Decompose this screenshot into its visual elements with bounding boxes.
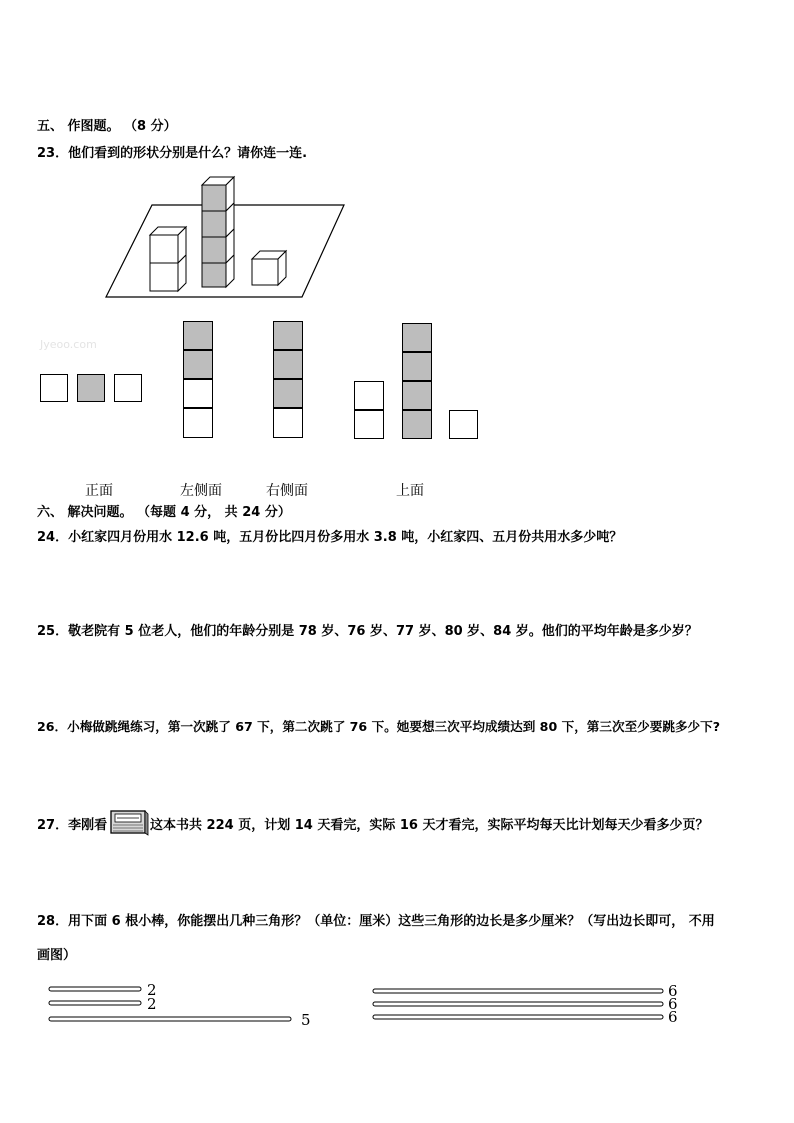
sticks-right-group [371,984,671,1024]
stick-left-3-label: 5 [301,1011,311,1029]
question-25: 25．敬老院有 5 位老人，他们的年龄分别是 78 岁、76 岁、77 岁、80 岁、84 岁。他们的平均年龄是多少岁？ [37,624,698,639]
stick-right-3-label: 6 [668,1008,678,1026]
question-23: 23．他们看到的形状分别是什么？请你连一连. [37,146,308,161]
stick-right-2-label: 6 [668,995,678,1013]
shape-b-square-2 [183,350,213,379]
question-28-line1: 28．用下面 6 根小棒，你能摆出几种三角形？（单位：厘米）这些三角形的边长是多少厘米？（写出边长即可， 不用 [37,914,715,929]
label-left-side: 左侧面 [180,483,222,499]
stick-right-2 [373,1002,663,1006]
question-27-suffix: 这本书共 224 页，计划 14 天看完，实际 16 天才看完，实际平均每天比计划每天少看多少页？ [150,818,709,833]
shape-a-square-3 [114,374,142,402]
shape-c-square-4 [273,408,303,438]
shape-d-right-square [449,410,478,439]
question-26: 26．小梅做跳绳练习，第一次跳了 67 下，第二次跳了 76 下。她要想三次平均成绩达到 80 下，第三次至少要跳多少下? [37,719,721,734]
stick-right-1 [373,989,663,993]
book-icon [109,808,149,836]
shape-c-square-1 [273,321,303,350]
shape-c-square-2 [273,350,303,379]
shape-a-square-1 [40,374,68,402]
shape-b-square-1 [183,321,213,350]
stick-right-1-label: 6 [668,982,678,1000]
shape-d-mid-square-3 [402,381,432,410]
shape-d-left-square-1 [354,381,384,410]
shape-b-square-4 [183,408,213,438]
shape-d-left-square-2 [354,410,384,439]
stick-left-2 [49,1001,141,1005]
question-28-line2: 画图） [37,948,77,963]
section-5-heading: 五、 作图题。 （8 分） [37,119,177,134]
shape-d-mid-square-1 [402,323,432,352]
shape-a-square-2 [77,374,105,402]
tall-cube-stack [202,177,234,287]
stick-left-1-label: 2 [147,981,157,999]
shape-c-square-3 [273,379,303,408]
label-top: 上面 [396,483,424,499]
label-right-side: 右侧面 [266,483,308,499]
watermark: Jyeoo.com [40,338,97,351]
stick-left-3 [49,1017,291,1021]
question-24: 24．小红家四月份用水 12.6 吨，五月份比四月份多用水 3.8 吨，小红家四、五月份共用水多少吨？ [37,530,623,545]
stick-left-2-label: 2 [147,995,157,1013]
stick-left-1 [49,987,141,991]
section-6-heading: 六、 解决问题。 （每题 4 分， 共 24 分） [37,505,291,520]
shape-b-square-3 [183,379,213,408]
cube-arrangement-figure [100,175,360,305]
single-cube [252,251,286,285]
label-front: 正面 [85,483,113,499]
shape-d-mid-square-4 [402,410,432,439]
left-cube-stack [150,227,186,291]
question-27-prefix: 27．李刚看 [37,818,108,833]
shape-d-mid-square-2 [402,352,432,381]
stick-right-3 [373,1015,663,1019]
